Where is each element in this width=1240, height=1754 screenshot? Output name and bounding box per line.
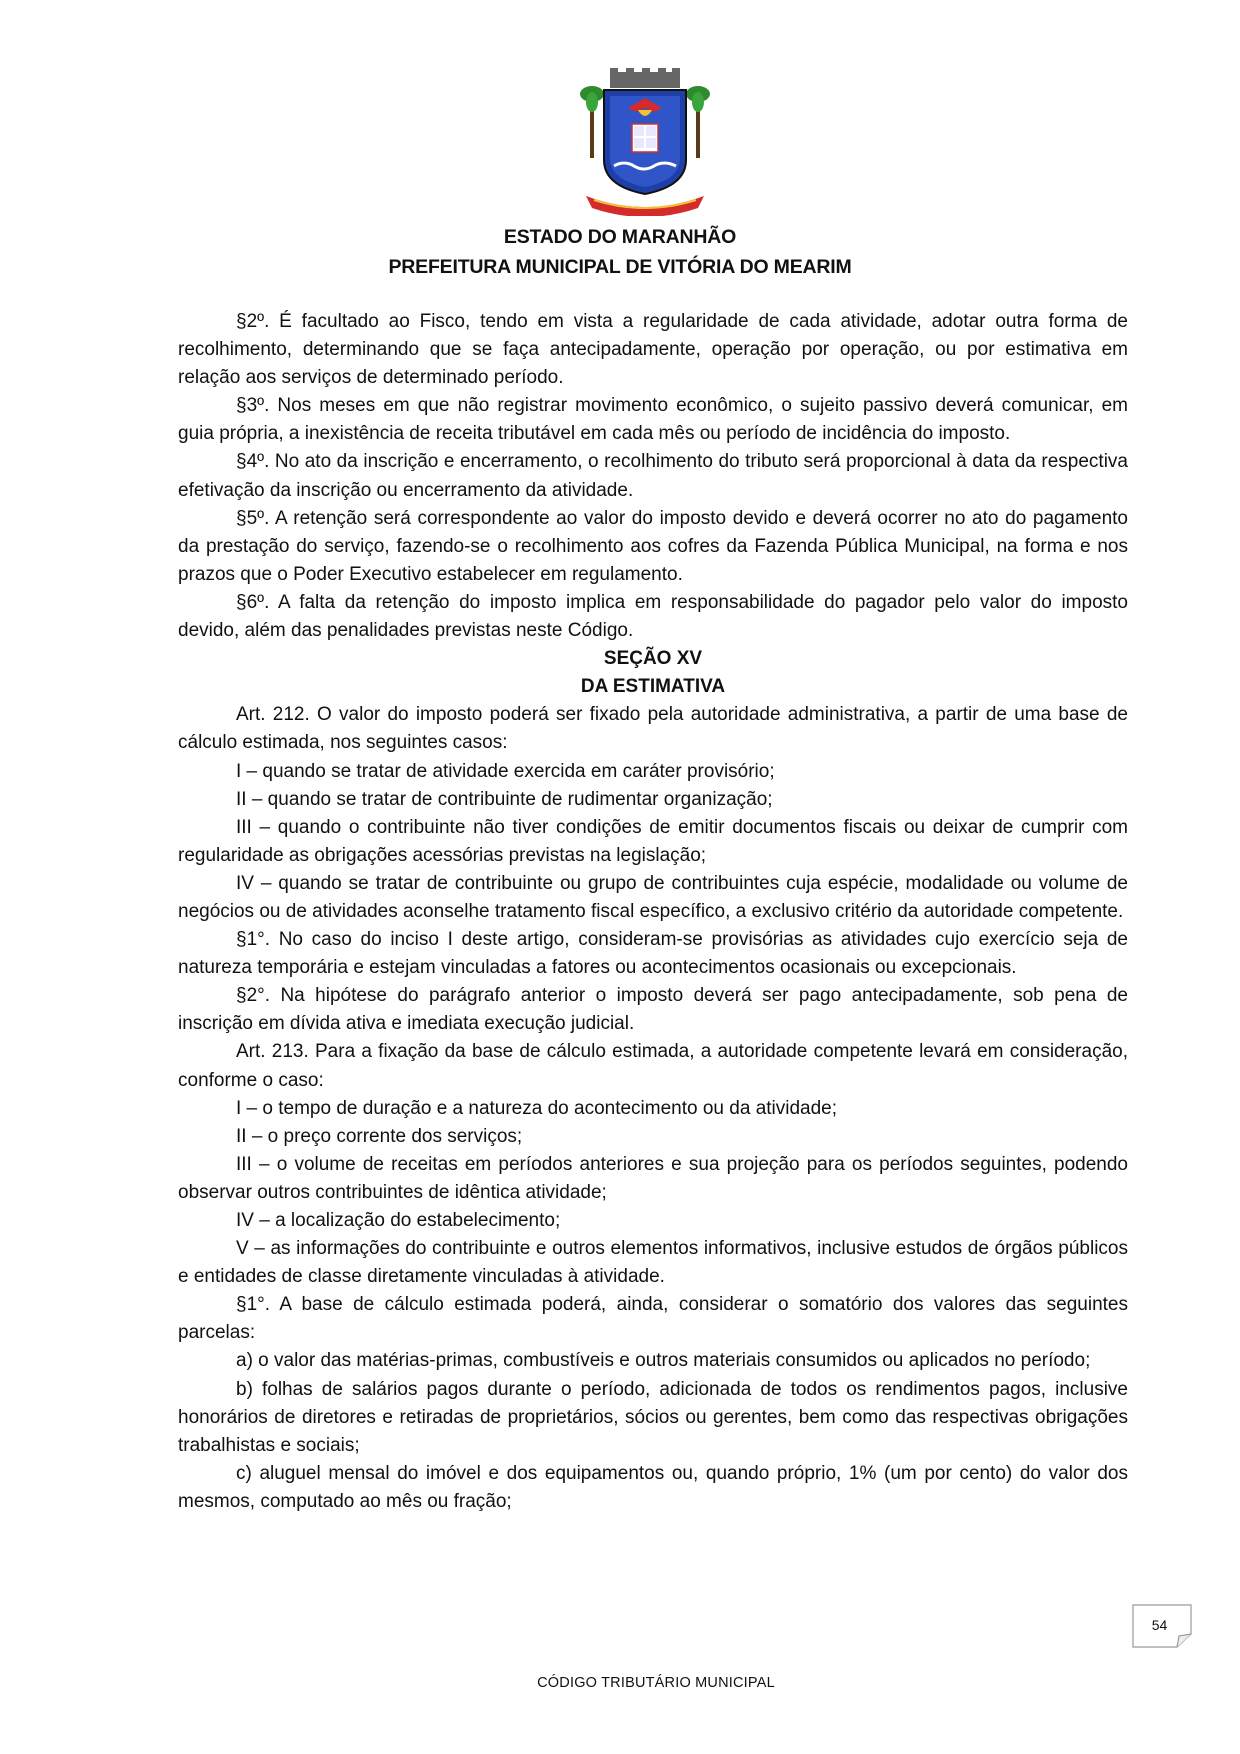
section-title: DA ESTIMATIVA — [580, 676, 726, 698]
paragraph: IV – a localização do estabelecimento; — [236, 1210, 561, 1231]
header-state: ESTADO DO MARANHÃO — [503, 226, 737, 248]
footer-title: CÓDIGO TRIBUTÁRIO MUNICIPAL — [537, 1675, 775, 1691]
section-number: SEÇÃO XV — [603, 648, 703, 670]
paragraph: II – quando se tratar de contribuinte de rudimentar organização; — [236, 788, 773, 810]
paragraph: Art. 212. O valor do imposto poderá ser fixado pela autoridade administrativa, a partir de uma base de cálculo estimada, nos seguintes casos: — [178, 704, 1128, 754]
paragraph: I – o tempo de duração e a natureza do acontecimento ou da atividade; — [236, 1097, 838, 1119]
paragraph: V – as informações do contribuinte e outros elementos informativos, inclusive estudos de órgãos públicos e entidades de classe diretamente vinculadas à atividade. — [178, 1238, 1128, 1288]
paragraph: a) o valor das matérias-primas, combustíveis e outros materiais consumidos ou aplicados no período; — [236, 1350, 1091, 1372]
paragraph: IV – quando se tratar de contribuinte ou grupo de contribuintes cuja espécie, modalidade ou volume de negócios ou de atividades aconselhe tratamento fiscal específico, a exclusivo critério da autoridade competente. — [178, 872, 1128, 922]
paragraph: §4º. No ato da inscrição e encerramento, o recolhimento do tributo será proporcional à data da respectiva efetivação da inscrição ou encerramento da atividade. — [178, 451, 1128, 501]
paragraph: §6º. A falta da retenção do imposto implica em responsabilidade do pagador pelo valor do imposto devido, além das penalidades previstas neste Código. — [178, 591, 1128, 642]
coat-of-arms-icon — [580, 68, 710, 216]
paragraph: §3º. Nos meses em que não registrar movimento econômico, o sujeito passivo deverá comunicar, em guia própria, a inexistência de receita tributável em cada mês ou período de incidência do imposto. — [178, 395, 1128, 445]
paragraph: §1°. A base de cálculo estimada poderá, ainda, considerar o somatório dos valores das seguintes parcelas: — [178, 1294, 1128, 1344]
paragraph: Art. 213. Para a fixação da base de cálculo estimada, a autoridade competente levará em consideração, conforme o caso: — [178, 1041, 1128, 1091]
paragraph: III – quando o contribuinte não tiver condições de emitir documentos fiscais ou deixar de cumprir com regularidade as obrigações acessórias previstas na legislação; — [178, 816, 1128, 866]
document-body — [178, 308, 1128, 1516]
paragraph: §2°. Na hipótese do parágrafo anterior o imposto deverá ser pago antecipadamente, sob pena de inscrição em dívida ativa e imediata execução judicial. — [178, 985, 1128, 1035]
paragraph: III – o volume de receitas em períodos anteriores e sua projeção para os períodos seguintes, podendo observar outros contribuintes de idêntica atividade; — [178, 1153, 1128, 1203]
paragraph: II – o preço corrente dos serviços; — [236, 1125, 523, 1147]
paragraph: c) aluguel mensal do imóvel e dos equipamentos ou, quando próprio, 1% (um por cento) do valor dos mesmos, computado ao mês ou fração; — [178, 1462, 1128, 1512]
paragraph: I – quando se tratar de atividade exercida em caráter provisório; — [236, 760, 775, 782]
paragraph: §2º. É facultado ao Fisco, tendo em vista a regularidade de cada atividade, adotar outra forma de recolhimento, determinando que se faça antecipadamente, operação por operação, ou por estimativa em relação aos serviços de determinado período. — [178, 311, 1128, 389]
paragraph: §5º. A retenção será correspondente ao valor do imposto devido e deverá ocorrer no ato do pagamento da prestação do serviço, fazendo-se o recolhimento aos cofres da Fazenda Pública Municipal, na forma e nos prazos que o Poder Executivo estabelecer em regulamento. — [178, 507, 1128, 585]
paragraph: §1°. No caso do inciso I deste artigo, consideram-se provisórias as atividades cujo exercício seja de natureza temporária e estejam vinculadas a fatores ou acontecimentos ocasionais ou excepcionais. — [178, 929, 1128, 979]
paragraph: b) folhas de salários pagos durante o período, adicionada de todos os rendimentos pagos, inclusive honorários de diretores e retiradas de proprietários, sócios ou gerentes, bem como das respectivas obrigações trabalhistas e sociais; — [178, 1378, 1128, 1456]
page-number: 54 — [1151, 1617, 1168, 1633]
header-municipality: PREFEITURA MUNICIPAL DE VITÓRIA DO MEARIM — [388, 256, 852, 278]
